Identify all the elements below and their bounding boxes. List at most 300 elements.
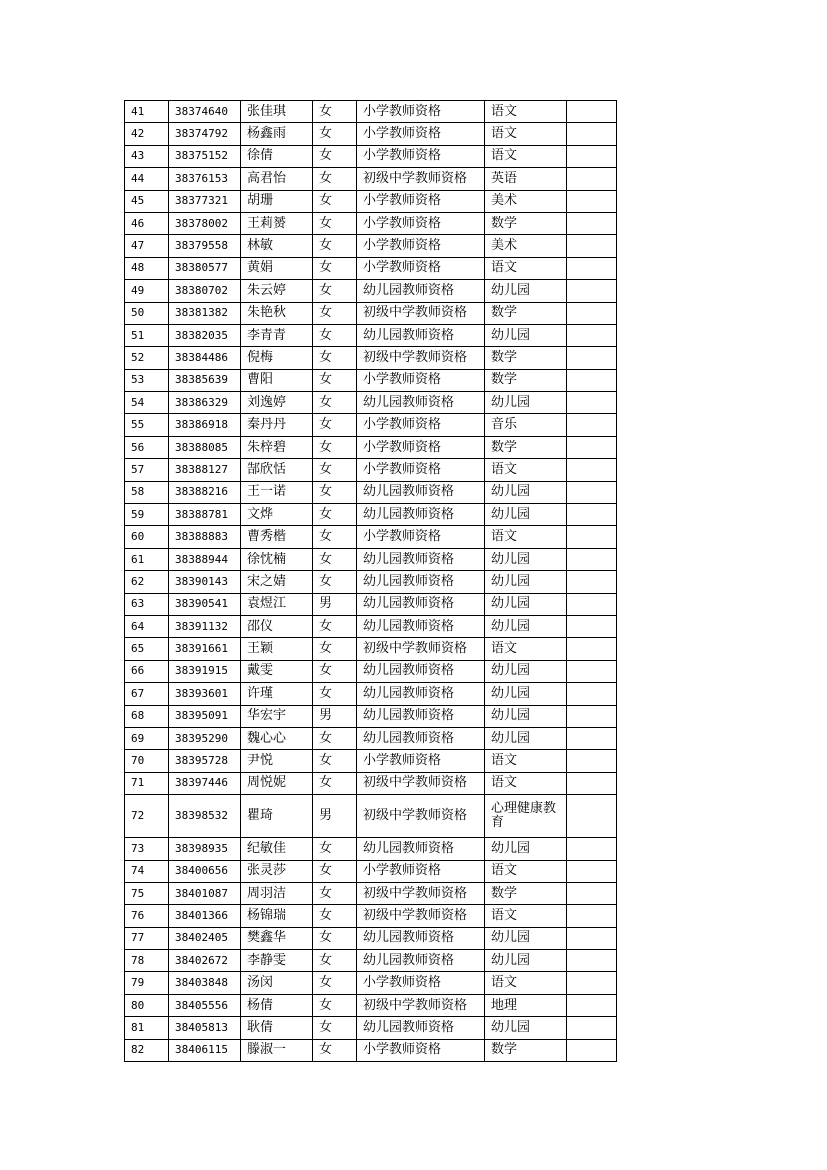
name-cell: 魏心心	[241, 727, 313, 749]
gender-cell: 女	[313, 302, 357, 324]
candidate-id-cell: 38376153	[169, 168, 241, 190]
table-row	[125, 257, 617, 279]
row-number-cell: 81	[125, 1017, 169, 1039]
gender-cell: 女	[313, 145, 357, 167]
subject-cell: 语文	[485, 972, 567, 994]
row-number-cell: 66	[125, 660, 169, 682]
candidate-id-cell: 38386329	[169, 392, 241, 414]
row-number-cell: 79	[125, 972, 169, 994]
subject-cell: 数学	[485, 436, 567, 458]
gender-cell: 女	[313, 526, 357, 548]
subject-cell: 幼儿园	[485, 324, 567, 346]
candidate-id-cell: 38390541	[169, 593, 241, 615]
gender-cell: 女	[313, 660, 357, 682]
candidate-id-cell: 38388781	[169, 504, 241, 526]
note-cell	[567, 772, 617, 794]
note-cell	[567, 145, 617, 167]
gender-cell: 女	[313, 481, 357, 503]
subject-cell: 心理健康教育	[485, 795, 567, 838]
candidate-id-cell: 38388127	[169, 459, 241, 481]
table-row	[125, 101, 617, 123]
subject-cell: 幼儿园	[485, 705, 567, 727]
name-cell: 宋之婧	[241, 571, 313, 593]
gender-cell: 男	[313, 705, 357, 727]
note-cell	[567, 123, 617, 145]
subject-cell: 数学	[485, 369, 567, 391]
qualification-cell: 幼儿园教师资格	[357, 481, 485, 503]
name-cell: 秦丹丹	[241, 414, 313, 436]
name-cell: 杨锦瑞	[241, 905, 313, 927]
row-number-cell: 76	[125, 905, 169, 927]
subject-cell: 美术	[485, 190, 567, 212]
table-row	[125, 994, 617, 1016]
gender-cell: 女	[313, 504, 357, 526]
candidate-id-cell: 38386918	[169, 414, 241, 436]
name-cell: 瞿琦	[241, 795, 313, 838]
gender-cell: 女	[313, 1017, 357, 1039]
row-number-cell: 77	[125, 927, 169, 949]
table-row	[125, 145, 617, 167]
candidate-id-cell: 38395290	[169, 727, 241, 749]
note-cell	[567, 750, 617, 772]
subject-cell: 幼儿园	[485, 838, 567, 860]
note-cell	[567, 212, 617, 234]
qualification-cell: 幼儿园教师资格	[357, 593, 485, 615]
table-row	[125, 1017, 617, 1039]
subject-cell: 幼儿园	[485, 571, 567, 593]
qualification-cell: 初级中学教师资格	[357, 168, 485, 190]
name-cell: 林敏	[241, 235, 313, 257]
name-cell: 华宏宇	[241, 705, 313, 727]
subject-cell: 语文	[485, 459, 567, 481]
note-cell	[567, 882, 617, 904]
gender-cell: 女	[313, 548, 357, 570]
row-number-cell: 44	[125, 168, 169, 190]
row-number-cell: 49	[125, 280, 169, 302]
note-cell	[567, 235, 617, 257]
note-cell	[567, 190, 617, 212]
gender-cell: 女	[313, 257, 357, 279]
row-number-cell: 45	[125, 190, 169, 212]
subject-cell: 音乐	[485, 414, 567, 436]
subject-cell: 语文	[485, 101, 567, 123]
name-cell: 倪梅	[241, 347, 313, 369]
table-row	[125, 727, 617, 749]
row-number-cell: 51	[125, 324, 169, 346]
gender-cell: 女	[313, 212, 357, 234]
roster-body	[125, 101, 617, 1062]
subject-cell: 数学	[485, 347, 567, 369]
name-cell: 耿倩	[241, 1017, 313, 1039]
table-row	[125, 235, 617, 257]
name-cell: 徐忱楠	[241, 548, 313, 570]
gender-cell: 女	[313, 882, 357, 904]
note-cell	[567, 1017, 617, 1039]
qualification-cell: 初级中学教师资格	[357, 994, 485, 1016]
gender-cell: 女	[313, 571, 357, 593]
row-number-cell: 78	[125, 950, 169, 972]
qualification-cell: 初级中学教师资格	[357, 347, 485, 369]
candidate-id-cell: 38374640	[169, 101, 241, 123]
row-number-cell: 43	[125, 145, 169, 167]
candidate-id-cell: 38397446	[169, 772, 241, 794]
table-row	[125, 324, 617, 346]
note-cell	[567, 168, 617, 190]
row-number-cell: 68	[125, 705, 169, 727]
qualification-cell: 幼儿园教师资格	[357, 727, 485, 749]
gender-cell: 女	[313, 235, 357, 257]
gender-cell: 女	[313, 994, 357, 1016]
candidate-id-cell: 38388216	[169, 481, 241, 503]
qualification-cell: 幼儿园教师资格	[357, 324, 485, 346]
row-number-cell: 74	[125, 860, 169, 882]
note-cell	[567, 927, 617, 949]
note-cell	[567, 571, 617, 593]
row-number-cell: 60	[125, 526, 169, 548]
subject-cell: 幼儿园	[485, 504, 567, 526]
qualification-cell: 幼儿园教师资格	[357, 683, 485, 705]
qualification-cell: 幼儿园教师资格	[357, 660, 485, 682]
qualification-cell: 初级中学教师资格	[357, 638, 485, 660]
table-row	[125, 683, 617, 705]
subject-cell: 幼儿园	[485, 392, 567, 414]
name-cell: 张佳琪	[241, 101, 313, 123]
name-cell: 朱艳秋	[241, 302, 313, 324]
subject-cell: 幼儿园	[485, 481, 567, 503]
name-cell: 胡珊	[241, 190, 313, 212]
table-row	[125, 481, 617, 503]
table-row	[125, 571, 617, 593]
row-number-cell: 61	[125, 548, 169, 570]
qualification-cell: 小学教师资格	[357, 190, 485, 212]
qualification-cell: 小学教师资格	[357, 436, 485, 458]
qualification-cell: 幼儿园教师资格	[357, 392, 485, 414]
note-cell	[567, 615, 617, 637]
row-number-cell: 73	[125, 838, 169, 860]
table-row	[125, 168, 617, 190]
qualification-cell: 幼儿园教师资格	[357, 548, 485, 570]
row-number-cell: 56	[125, 436, 169, 458]
qualification-cell: 小学教师资格	[357, 459, 485, 481]
qualification-cell: 小学教师资格	[357, 123, 485, 145]
qualification-cell: 幼儿园教师资格	[357, 838, 485, 860]
table-row	[125, 414, 617, 436]
subject-cell: 语文	[485, 772, 567, 794]
subject-cell: 幼儿园	[485, 548, 567, 570]
gender-cell: 女	[313, 168, 357, 190]
qualification-cell: 初级中学教师资格	[357, 772, 485, 794]
qualification-cell: 幼儿园教师资格	[357, 705, 485, 727]
row-number-cell: 50	[125, 302, 169, 324]
row-number-cell: 41	[125, 101, 169, 123]
candidate-id-cell: 38405813	[169, 1017, 241, 1039]
note-cell	[567, 972, 617, 994]
candidate-id-cell: 38377321	[169, 190, 241, 212]
table-row	[125, 302, 617, 324]
gender-cell: 女	[313, 1039, 357, 1061]
note-cell	[567, 638, 617, 660]
candidate-id-cell: 38401087	[169, 882, 241, 904]
row-number-cell: 42	[125, 123, 169, 145]
row-number-cell: 80	[125, 994, 169, 1016]
qualification-cell: 小学教师资格	[357, 101, 485, 123]
table-row	[125, 838, 617, 860]
table-row	[125, 280, 617, 302]
note-cell	[567, 795, 617, 838]
gender-cell: 男	[313, 593, 357, 615]
name-cell: 黄娟	[241, 257, 313, 279]
qualification-cell: 小学教师资格	[357, 414, 485, 436]
gender-cell: 女	[313, 347, 357, 369]
row-number-cell: 46	[125, 212, 169, 234]
name-cell: 徐倩	[241, 145, 313, 167]
subject-cell: 幼儿园	[485, 593, 567, 615]
row-number-cell: 71	[125, 772, 169, 794]
candidate-id-cell: 38395091	[169, 705, 241, 727]
qualification-cell: 幼儿园教师资格	[357, 927, 485, 949]
candidate-id-cell: 38400656	[169, 860, 241, 882]
candidate-id-cell: 38382035	[169, 324, 241, 346]
note-cell	[567, 705, 617, 727]
row-number-cell: 54	[125, 392, 169, 414]
name-cell: 张灵莎	[241, 860, 313, 882]
note-cell	[567, 994, 617, 1016]
document-page	[124, 100, 616, 1062]
candidate-id-cell: 38398935	[169, 838, 241, 860]
qualification-cell: 幼儿园教师资格	[357, 504, 485, 526]
table-row	[125, 750, 617, 772]
name-cell: 杨倩	[241, 994, 313, 1016]
gender-cell: 女	[313, 392, 357, 414]
candidate-id-cell: 38384486	[169, 347, 241, 369]
name-cell: 纪敏佳	[241, 838, 313, 860]
candidate-id-cell: 38385639	[169, 369, 241, 391]
qualification-cell: 初级中学教师资格	[357, 905, 485, 927]
candidate-id-cell: 38402405	[169, 927, 241, 949]
row-number-cell: 82	[125, 1039, 169, 1061]
gender-cell: 女	[313, 750, 357, 772]
candidate-id-cell: 38380702	[169, 280, 241, 302]
table-row	[125, 927, 617, 949]
candidate-id-cell: 38391661	[169, 638, 241, 660]
name-cell: 袁煜江	[241, 593, 313, 615]
note-cell	[567, 414, 617, 436]
row-number-cell: 53	[125, 369, 169, 391]
subject-cell: 幼儿园	[485, 727, 567, 749]
roster-table	[124, 100, 617, 1062]
subject-cell: 英语	[485, 168, 567, 190]
name-cell: 王莉赟	[241, 212, 313, 234]
row-number-cell: 64	[125, 615, 169, 637]
candidate-id-cell: 38395728	[169, 750, 241, 772]
note-cell	[567, 660, 617, 682]
qualification-cell: 小学教师资格	[357, 972, 485, 994]
table-row	[125, 660, 617, 682]
qualification-cell: 小学教师资格	[357, 369, 485, 391]
subject-cell: 美术	[485, 235, 567, 257]
note-cell	[567, 369, 617, 391]
name-cell: 杨鑫雨	[241, 123, 313, 145]
candidate-id-cell: 38378002	[169, 212, 241, 234]
table-row	[125, 347, 617, 369]
table-row	[125, 190, 617, 212]
table-row	[125, 459, 617, 481]
subject-cell: 数学	[485, 212, 567, 234]
name-cell: 汤闵	[241, 972, 313, 994]
qualification-cell: 小学教师资格	[357, 257, 485, 279]
table-row	[125, 436, 617, 458]
name-cell: 王一诺	[241, 481, 313, 503]
gender-cell: 女	[313, 414, 357, 436]
table-row	[125, 526, 617, 548]
note-cell	[567, 1039, 617, 1061]
gender-cell: 女	[313, 123, 357, 145]
candidate-id-cell: 38391132	[169, 615, 241, 637]
table-row	[125, 772, 617, 794]
gender-cell: 女	[313, 615, 357, 637]
note-cell	[567, 838, 617, 860]
note-cell	[567, 683, 617, 705]
table-row	[125, 392, 617, 414]
gender-cell: 女	[313, 838, 357, 860]
name-cell: 朱梓碧	[241, 436, 313, 458]
subject-cell: 语文	[485, 257, 567, 279]
subject-cell: 幼儿园	[485, 683, 567, 705]
subject-cell: 语文	[485, 526, 567, 548]
name-cell: 许瑾	[241, 683, 313, 705]
candidate-id-cell: 38388883	[169, 526, 241, 548]
table-row	[125, 795, 617, 838]
qualification-cell: 小学教师资格	[357, 145, 485, 167]
row-number-cell: 67	[125, 683, 169, 705]
gender-cell: 女	[313, 905, 357, 927]
candidate-id-cell: 38388944	[169, 548, 241, 570]
subject-cell: 语文	[485, 860, 567, 882]
note-cell	[567, 526, 617, 548]
subject-cell: 幼儿园	[485, 660, 567, 682]
row-number-cell: 75	[125, 882, 169, 904]
candidate-id-cell: 38403848	[169, 972, 241, 994]
table-row	[125, 638, 617, 660]
gender-cell: 女	[313, 101, 357, 123]
qualification-cell: 幼儿园教师资格	[357, 280, 485, 302]
note-cell	[567, 324, 617, 346]
subject-cell: 数学	[485, 1039, 567, 1061]
subject-cell: 幼儿园	[485, 950, 567, 972]
qualification-cell: 小学教师资格	[357, 1039, 485, 1061]
table-row	[125, 593, 617, 615]
name-cell: 曹秀楷	[241, 526, 313, 548]
row-number-cell: 69	[125, 727, 169, 749]
subject-cell: 幼儿园	[485, 1017, 567, 1039]
name-cell: 刘逸婷	[241, 392, 313, 414]
candidate-id-cell: 38406115	[169, 1039, 241, 1061]
qualification-cell: 小学教师资格	[357, 526, 485, 548]
name-cell: 王颖	[241, 638, 313, 660]
gender-cell: 女	[313, 369, 357, 391]
subject-cell: 地理	[485, 994, 567, 1016]
qualification-cell: 小学教师资格	[357, 750, 485, 772]
subject-cell: 语文	[485, 145, 567, 167]
note-cell	[567, 280, 617, 302]
candidate-id-cell: 38381382	[169, 302, 241, 324]
qualification-cell: 初级中学教师资格	[357, 302, 485, 324]
qualification-cell: 小学教师资格	[357, 212, 485, 234]
subject-cell: 幼儿园	[485, 615, 567, 637]
gender-cell: 女	[313, 772, 357, 794]
gender-cell: 女	[313, 459, 357, 481]
candidate-id-cell: 38379558	[169, 235, 241, 257]
subject-cell: 幼儿园	[485, 280, 567, 302]
table-row	[125, 504, 617, 526]
name-cell: 李青青	[241, 324, 313, 346]
table-row	[125, 1039, 617, 1061]
row-number-cell: 72	[125, 795, 169, 838]
note-cell	[567, 593, 617, 615]
note-cell	[567, 950, 617, 972]
name-cell: 李静雯	[241, 950, 313, 972]
gender-cell: 女	[313, 280, 357, 302]
gender-cell: 女	[313, 727, 357, 749]
gender-cell: 女	[313, 324, 357, 346]
qualification-cell: 小学教师资格	[357, 235, 485, 257]
gender-cell: 女	[313, 927, 357, 949]
row-number-cell: 70	[125, 750, 169, 772]
name-cell: 周羽洁	[241, 882, 313, 904]
subject-cell: 数学	[485, 302, 567, 324]
candidate-id-cell: 38401366	[169, 905, 241, 927]
table-row	[125, 369, 617, 391]
row-number-cell: 47	[125, 235, 169, 257]
table-row	[125, 905, 617, 927]
candidate-id-cell: 38390143	[169, 571, 241, 593]
row-number-cell: 52	[125, 347, 169, 369]
name-cell: 樊鑫华	[241, 927, 313, 949]
qualification-cell: 初级中学教师资格	[357, 795, 485, 838]
name-cell: 尹悦	[241, 750, 313, 772]
table-row	[125, 212, 617, 234]
gender-cell: 男	[313, 795, 357, 838]
note-cell	[567, 101, 617, 123]
note-cell	[567, 459, 617, 481]
qualification-cell: 幼儿园教师资格	[357, 615, 485, 637]
row-number-cell: 58	[125, 481, 169, 503]
candidate-id-cell: 38391915	[169, 660, 241, 682]
qualification-cell: 幼儿园教师资格	[357, 571, 485, 593]
gender-cell: 女	[313, 972, 357, 994]
qualification-cell: 小学教师资格	[357, 860, 485, 882]
candidate-id-cell: 38388085	[169, 436, 241, 458]
note-cell	[567, 727, 617, 749]
name-cell: 文烨	[241, 504, 313, 526]
candidate-id-cell: 38374792	[169, 123, 241, 145]
subject-cell: 语文	[485, 750, 567, 772]
row-number-cell: 63	[125, 593, 169, 615]
qualification-cell: 幼儿园教师资格	[357, 1017, 485, 1039]
row-number-cell: 57	[125, 459, 169, 481]
table-row	[125, 972, 617, 994]
gender-cell: 女	[313, 950, 357, 972]
gender-cell: 女	[313, 683, 357, 705]
gender-cell: 女	[313, 860, 357, 882]
gender-cell: 女	[313, 638, 357, 660]
name-cell: 邵仪	[241, 615, 313, 637]
row-number-cell: 62	[125, 571, 169, 593]
table-row	[125, 548, 617, 570]
note-cell	[567, 860, 617, 882]
row-number-cell: 65	[125, 638, 169, 660]
table-row	[125, 882, 617, 904]
